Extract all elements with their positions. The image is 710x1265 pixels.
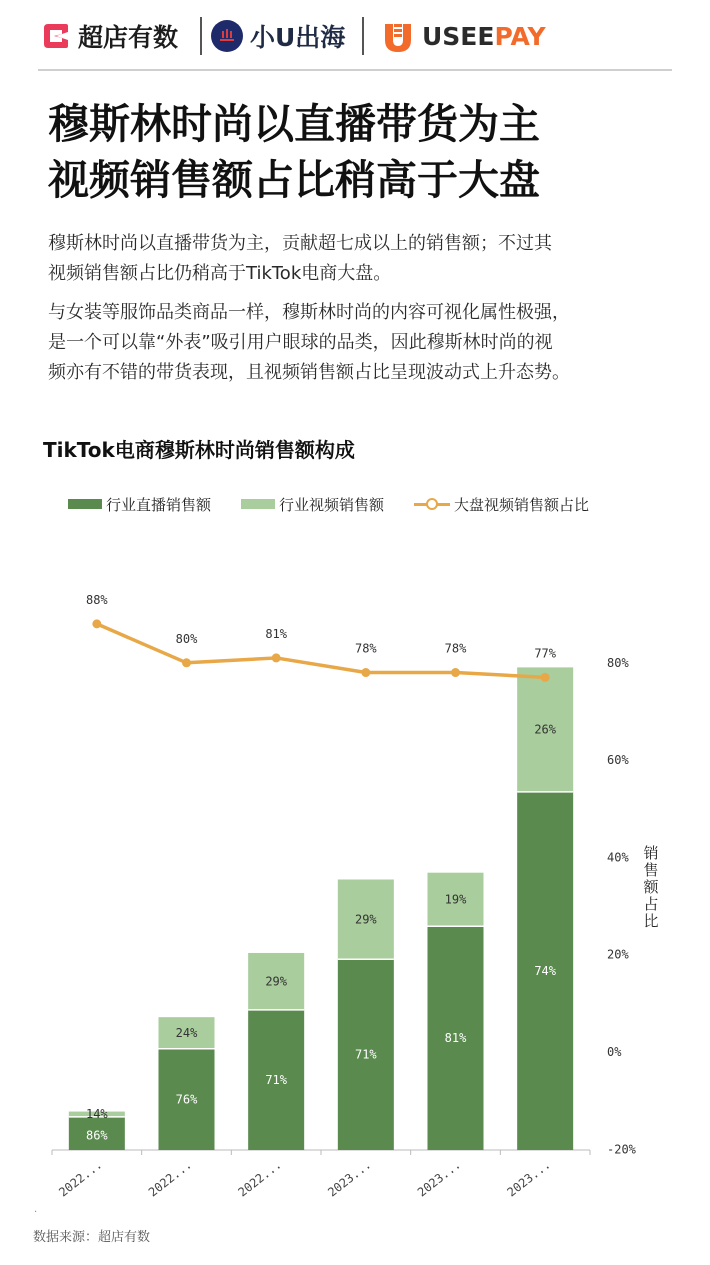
ratio-label-2: 81% bbox=[265, 626, 288, 641]
ratio-point-2 bbox=[272, 654, 280, 662]
header bbox=[0, 0, 710, 72]
x-tick-label-1: 2022... bbox=[145, 1157, 195, 1200]
legend-item-video bbox=[241, 494, 384, 515]
y2-axis-label-char-1: 售 bbox=[643, 861, 659, 879]
legend-swatch-live bbox=[68, 499, 102, 509]
xiaou-logo-icon bbox=[210, 19, 244, 53]
bar-label-live-0: 86% bbox=[85, 1128, 108, 1143]
ratio-label-5: 77% bbox=[534, 646, 557, 661]
bar-label-video-2: 29% bbox=[265, 974, 288, 989]
bar-label-video-3: 29% bbox=[354, 912, 377, 927]
ratio-point-1 bbox=[183, 659, 191, 667]
decorative-dot: . bbox=[34, 1204, 38, 1215]
data-source: 数据来源：超店有数 bbox=[33, 1230, 151, 1245]
legend-label-ratio: 大盘视频销售额占比 bbox=[454, 495, 590, 514]
ratio-label-0: 88% bbox=[85, 592, 108, 607]
chart-legend bbox=[68, 490, 619, 518]
paragraph-2-line-2: 是一个可以靠“外表”吸引用户眼球的品类，因此穆斯林时尚的视 bbox=[48, 332, 553, 353]
y2-tick-label-2: 40% bbox=[607, 850, 629, 865]
x-tick-label-2: 2022... bbox=[235, 1157, 285, 1200]
header-divider bbox=[362, 17, 364, 55]
title-line-1: 穆斯林时尚以直播带货为主 bbox=[48, 100, 540, 148]
y2-tick-label-4: 0% bbox=[607, 1045, 622, 1059]
y2-axis-label-char-2: 额 bbox=[643, 878, 659, 896]
y2-axis-label-char-4: 比 bbox=[643, 912, 659, 930]
bar-label-video-1: 24% bbox=[175, 1025, 198, 1040]
ratio-point-4 bbox=[452, 669, 460, 677]
brand1-name: 超店有数 bbox=[78, 23, 179, 52]
useepay-logo-icon bbox=[380, 18, 416, 54]
y2-tick-label-0: 80% bbox=[607, 655, 629, 670]
legend-swatch-video bbox=[241, 499, 275, 509]
x-tick-label-0: 2022... bbox=[56, 1157, 105, 1200]
y2-axis-label-char-3: 占 bbox=[643, 895, 659, 913]
bar-label-video-0: 14% bbox=[85, 1107, 108, 1122]
chart-title: TikTok电商穆斯林时尚销售额构成 bbox=[43, 438, 355, 462]
bar-label-live-5: 74% bbox=[534, 963, 557, 978]
ratio-line bbox=[97, 624, 545, 678]
paragraph-2 bbox=[48, 298, 668, 388]
ratio-label-1: 80% bbox=[175, 631, 198, 646]
legend-label-video: 行业视频销售额 bbox=[279, 495, 385, 514]
brand3-part-b: PAY bbox=[494, 21, 546, 51]
x-tick-label-3: 2023... bbox=[325, 1157, 374, 1200]
y2-tick-label-5: -20% bbox=[607, 1142, 636, 1157]
bar-label-live-4: 81% bbox=[444, 1031, 467, 1046]
x-tick-label-5: 2023... bbox=[504, 1157, 554, 1200]
legend-item-live bbox=[68, 494, 211, 515]
paragraph-2-line-1: 与女装等服饰品类商品一样，穆斯林时尚的内容可视化属性极强， bbox=[48, 302, 570, 323]
ratio-point-5 bbox=[541, 673, 549, 681]
legend-label-live: 行业直播销售额 bbox=[106, 495, 212, 514]
bar-label-live-2: 71% bbox=[265, 1072, 288, 1087]
x-tick-label-4: 2023... bbox=[414, 1157, 464, 1200]
legend-swatch-ratio bbox=[414, 498, 450, 510]
useepay-logo bbox=[380, 14, 546, 58]
paragraph-1-line-1: 穆斯林时尚以直播带货为主，贡献超七成以上的销售额；不过其 bbox=[48, 233, 552, 254]
ratio-label-4: 78% bbox=[444, 641, 467, 656]
ratio-point-3 bbox=[362, 669, 370, 677]
ratio-point-0 bbox=[93, 620, 101, 628]
brand2-name: 小U出海 bbox=[250, 23, 346, 52]
ratio-label-3: 78% bbox=[354, 641, 377, 656]
y2-tick-label-3: 20% bbox=[607, 947, 629, 962]
sales-chart bbox=[0, 520, 710, 1210]
brand3-name bbox=[422, 22, 546, 51]
bar-label-video-4: 19% bbox=[444, 892, 467, 907]
bar-label-video-5: 26% bbox=[534, 722, 557, 737]
y2-axis-label-char-0: 销 bbox=[643, 844, 659, 862]
bar-label-live-3: 71% bbox=[354, 1047, 377, 1062]
chaodian-logo-icon bbox=[40, 20, 72, 52]
paragraph-2-line-3: 频亦有不错的带货表现，且视频销售额占比呈现波动式上升态势。 bbox=[48, 362, 570, 383]
brand3-part-a: USEE bbox=[422, 21, 495, 51]
title-line-2: 视频销售额占比稍高于大盘 bbox=[48, 156, 540, 204]
xiaou-logo bbox=[210, 14, 345, 58]
bar-label-live-1: 76% bbox=[175, 1092, 198, 1107]
paragraph-1-line-2: 视频销售额占比仍稍高于TikTok电商大盘。 bbox=[48, 263, 392, 284]
legend-item-ratio bbox=[414, 494, 589, 515]
paragraph-1 bbox=[48, 229, 668, 289]
header-rule bbox=[38, 69, 672, 71]
chaodian-logo bbox=[40, 14, 178, 58]
y2-tick-label-1: 60% bbox=[607, 753, 629, 768]
page-title bbox=[48, 96, 688, 208]
header-divider bbox=[200, 17, 202, 55]
